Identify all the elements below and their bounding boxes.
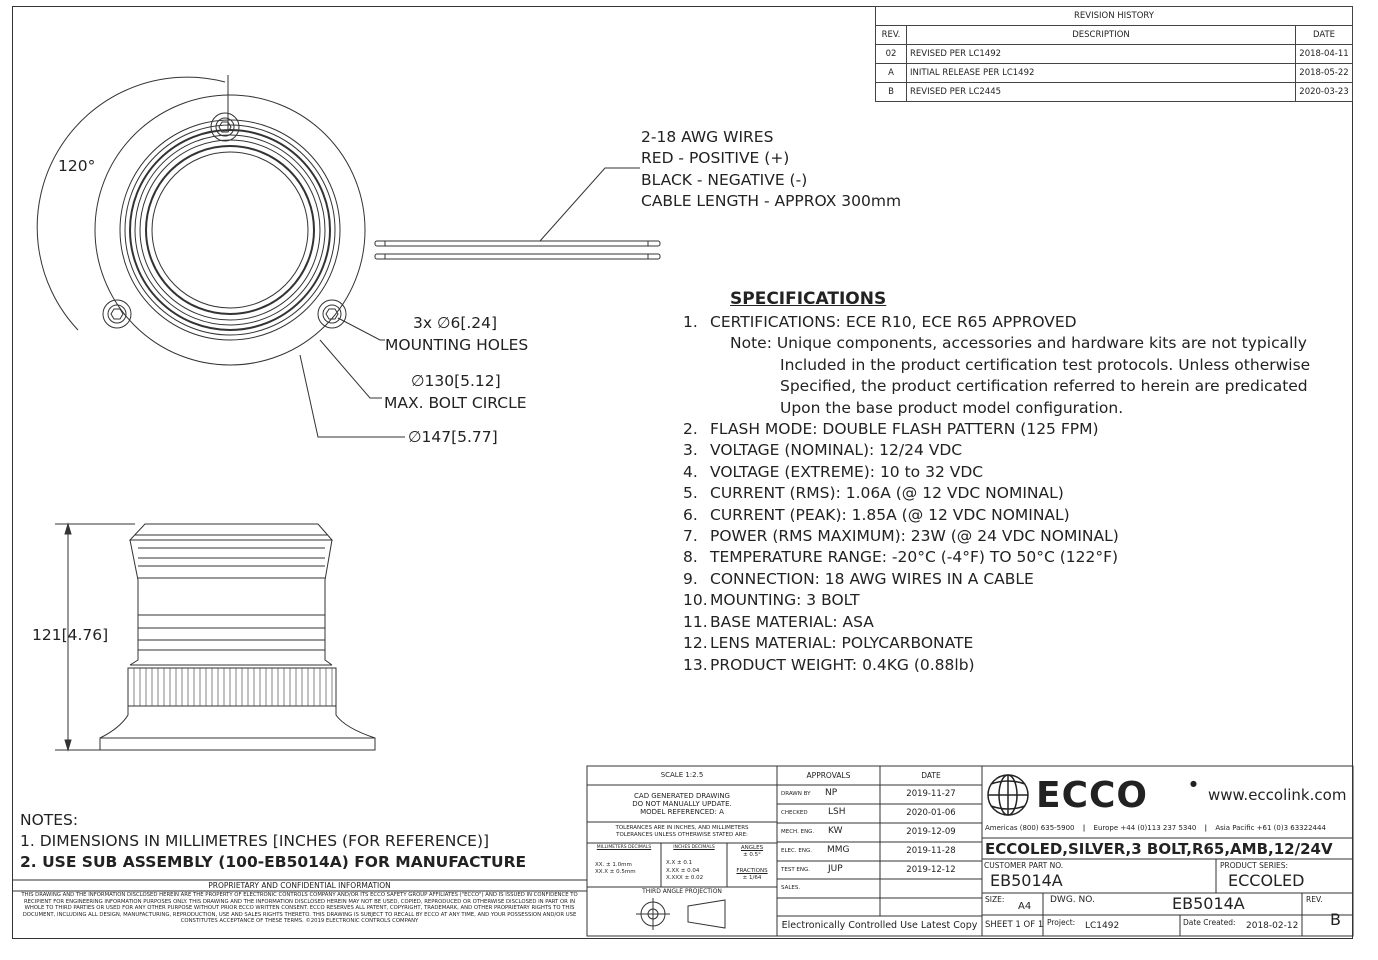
approval-date: 2019-11-27: [906, 789, 956, 799]
tolerance-note: TOLERANCES ARE IN INCHES, AND MILLIMETERS TOLERANCES UNLESS OTHERWISE STATED ARE:: [615, 825, 749, 838]
approval-name: NP: [825, 788, 838, 798]
product-title: ECCOLED,SILVER,3 BOLT,R65,AMB,12/24V: [985, 840, 1333, 858]
angles-tolerance: ANGLES ± 0.5°: [740, 845, 764, 858]
height-dimension: 121[4.76]: [32, 626, 109, 644]
scale-label: SCALE 1:2.5: [660, 771, 704, 779]
bolt-circle-dimension: ∅130[5.12]: [411, 372, 501, 390]
wires-line: CABLE LENGTH - APPROX 300mm: [641, 192, 902, 211]
mm-decimals-label: MILLIMETERS DECIMALS: [596, 845, 652, 850]
wires-line: 2-18 AWG WIRES: [641, 128, 774, 146]
mounting-holes-dimension: 3x ∅6[.24]: [413, 314, 498, 332]
approval-date: 2019-11-28: [906, 846, 956, 856]
date-cell: 2018-04-11: [1296, 45, 1353, 64]
project-label: Project:: [1047, 918, 1076, 927]
mm-tolerances: XX. ± 1.0mm XX.X ± 0.5mm: [595, 862, 636, 875]
list-item: 1. CERTIFICATIONS: ECE R10, ECE R65 APPROVED: [683, 313, 1077, 331]
description-header: DESCRIPTION: [907, 26, 1296, 45]
note-line: 1. DIMENSIONS IN MILLIMETRES [INCHES (FOR REFERENCE)]: [20, 832, 490, 850]
specifications-title: SPECIFICATIONS: [730, 289, 887, 309]
project-value: LC1492: [1085, 921, 1120, 931]
bolt-circle: [120, 120, 340, 340]
wires-note: [641, 127, 901, 213]
mounting-holes-label: MOUNTING HOLES: [385, 336, 529, 354]
list-item: Specified, the product certification referred to herein are predicated: [780, 377, 1308, 396]
ecco-globe-icon: [988, 775, 1028, 815]
approvals-date-header: DATE: [921, 771, 941, 780]
product-series-label: PRODUCT SERIES:: [1220, 861, 1289, 870]
rev-cell: A: [876, 64, 907, 83]
list-item: 7. POWER (RMS MAXIMUM): 23W (@ 24 VDC NOMINAL): [683, 527, 1119, 546]
list-item: 2. FLASH MODE: DOUBLE FLASH PATTERN (125 FPM): [683, 420, 1099, 439]
date-header: DATE: [1296, 26, 1353, 45]
list-item: Included in the product certification test protocols. Unless otherwise: [780, 355, 1311, 374]
dwg-no-value: EB5014A: [1172, 894, 1245, 913]
approval-role: DRAWN BY: [781, 791, 811, 797]
angle-dimension: 120°: [58, 157, 96, 175]
third-angle-projection-icon: [636, 898, 725, 930]
note-line: 2. USE SUB ASSEMBLY (100-EB5014A) FOR MANUFACTURE: [20, 853, 527, 871]
list-item: 12. LENS MATERIAL: POLYCARBONATE: [683, 634, 974, 653]
list-item: 11. BASE MATERIAL: ASA: [683, 612, 874, 631]
rev-cell: 02: [876, 45, 907, 64]
inch-decimals-label: INCHES DECIMALS: [673, 845, 715, 850]
proprietary-title: PROPRIETARY AND CONFIDENTIAL INFORMATION: [208, 881, 391, 890]
description-cell: INITIAL RELEASE PER LC1492: [907, 64, 1296, 83]
electronic-control-note: Electronically Controlled Use Latest Copy: [781, 920, 978, 931]
customer-part-value: EB5014A: [990, 871, 1063, 890]
website: www.eccolink.com: [1208, 786, 1347, 804]
list-item: 10. MOUNTING: 3 BOLT: [683, 591, 860, 610]
description-cell: REVISED PER LC1492: [907, 45, 1296, 64]
approval-name: MMG: [827, 845, 850, 855]
wires-line: BLACK - NEGATIVE (-): [641, 170, 808, 189]
notes-title: NOTES:: [20, 811, 79, 829]
contact-line: Americas (800) 635-5900 | Europe +44 (0)113 237 5340 | Asia Pacific +61 (0)3 63322444: [985, 824, 1326, 832]
date-cell: 2018-05-22: [1296, 64, 1353, 83]
list-item: Upon the base product model configuration.: [780, 398, 1124, 417]
approval-date: 2019-12-12: [906, 865, 956, 875]
date-created-label: Date Created:: [1183, 918, 1236, 927]
list-item: 3. VOLTAGE (NOMINAL): 12/24 VDC: [683, 441, 963, 460]
approval-date: 2020-01-06: [906, 808, 956, 818]
approval-name: LSH: [828, 807, 846, 817]
wires-line: RED - POSITIVE (+): [641, 149, 790, 168]
description-cell: REVISED PER LC2445: [907, 83, 1296, 102]
approval-role: ELEC. ENG.: [781, 848, 812, 854]
third-angle-label: THIRD ANGLE PROJECTION: [642, 888, 722, 895]
date-created-value: 2018-02-12: [1246, 921, 1299, 931]
ecco-logo: ECCO: [1036, 775, 1149, 816]
approvals-header: APPROVALS: [806, 771, 851, 780]
approval-role: MECH. ENG.: [781, 829, 815, 835]
customer-part-label: CUSTOMER PART NO.: [984, 861, 1064, 870]
inch-tolerances: X.X ± 0.1 X.XX ± 0.04 X.XXX ± 0.02: [666, 860, 704, 881]
rev-label: REV.: [1306, 895, 1323, 904]
date-cell: 2020-03-23: [1296, 83, 1353, 102]
product-series-value: ECCOLED: [1228, 871, 1305, 890]
approval-name: KW: [828, 826, 843, 836]
dwg-no-label: DWG. NO.: [1050, 895, 1095, 905]
outer-diameter-dimension: ∅147[5.77]: [408, 428, 498, 446]
fractions-tolerance: FRACTIONS ± 1/64: [736, 868, 768, 881]
size-value: A4: [1018, 901, 1032, 912]
rev-value: B: [1330, 910, 1341, 929]
rev-header: REV.: [876, 26, 907, 45]
size-label: SIZE:: [985, 895, 1005, 904]
list-item: 6. CURRENT (PEAK): 1.85A (@ 12 VDC NOMINAL): [683, 505, 1070, 524]
list-item: 8. TEMPERATURE RANGE: -20°C (-4°F) TO 50°C (122°F): [683, 548, 1119, 567]
bolt-top: [211, 113, 239, 141]
approval-role: CHECKED: [781, 810, 808, 816]
list-item: Note: Unique components, accessories and hardware kits are not typically: [730, 334, 1307, 353]
revision-history-title: REVISION HISTORY: [876, 7, 1353, 26]
proprietary-text: THIS DRAWING AND THE INFORMATION DISCLOSED HEREIN ARE THE PROPERTY OF ELECTRONIC CONTROLS COMPANY AND/OR ITS ECCO SAFETY GROUP AFFILIATES ("ECCO") AND IS ISSUED IN CONFIDENCE TO RECIPIENT FOR ENGINEERING INFORMATION PURPOSES ONLY. THIS DRAWING AND THE INFORMATION DISCLOSED HEREIN MAY NOT BE USED, COPIED, REPRODUCED OR OTHERWISE DISCLOSED IN PART OR IN WHOLE TO THIRD PARTIES OR USED FOR ANY OTHER PURPOSE WITHOUT PRIOR ECCO WRITTEN CONSENT. ECCO RESERVES ALL PATENT, COPYRIGHT, TRADEMARK, AND OTHER PROPRIETARY RIGHTS TO THIS DOCUMENT, INCLUDING ALL DESIGN, MANUFACTURING, REPRODUCTION, USE AND SALES RIGHTS THERETO. THIS DRAWING IS SUBJECT TO RECALL BY ECCO AT ANY TIME, AND YOUR POSSESSION AND/OR USE CONSTITUTES ACCEPTANCE OF THESE TERMS. ©2019 ELECTRONIC CONTROLS COMPANY: [21, 892, 578, 925]
list-item: 4. VOLTAGE (EXTREME): 10 to 32 VDC: [683, 462, 984, 481]
bolt-circle-label: MAX. BOLT CIRCLE: [384, 394, 527, 412]
list-item: 13. PRODUCT WEIGHT: 0.4KG (0.88lb): [683, 655, 975, 674]
sheet-label: SHEET 1 OF 1: [985, 920, 1044, 930]
approval-role: SALES.: [781, 885, 801, 891]
approval-role: TEST ENG.: [781, 867, 811, 873]
approval-name: JUP: [828, 864, 843, 874]
rev-cell: B: [876, 83, 907, 102]
list-item: 5. CURRENT (RMS): 1.06A (@ 12 VDC NOMINAL): [683, 484, 1064, 503]
list-item: 9. CONNECTION: 18 AWG WIRES IN A CABLE: [683, 569, 1034, 588]
cad-note: CAD GENERATED DRAWING DO NOT MANUALLY UPDATE. MODEL REFERENCED: A: [632, 792, 732, 816]
approval-date: 2019-12-09: [906, 827, 956, 837]
registered-mark: ●: [1190, 779, 1197, 788]
bolt-right: [318, 300, 346, 328]
specifications-list: [683, 312, 1310, 676]
notes-block: [20, 810, 526, 873]
